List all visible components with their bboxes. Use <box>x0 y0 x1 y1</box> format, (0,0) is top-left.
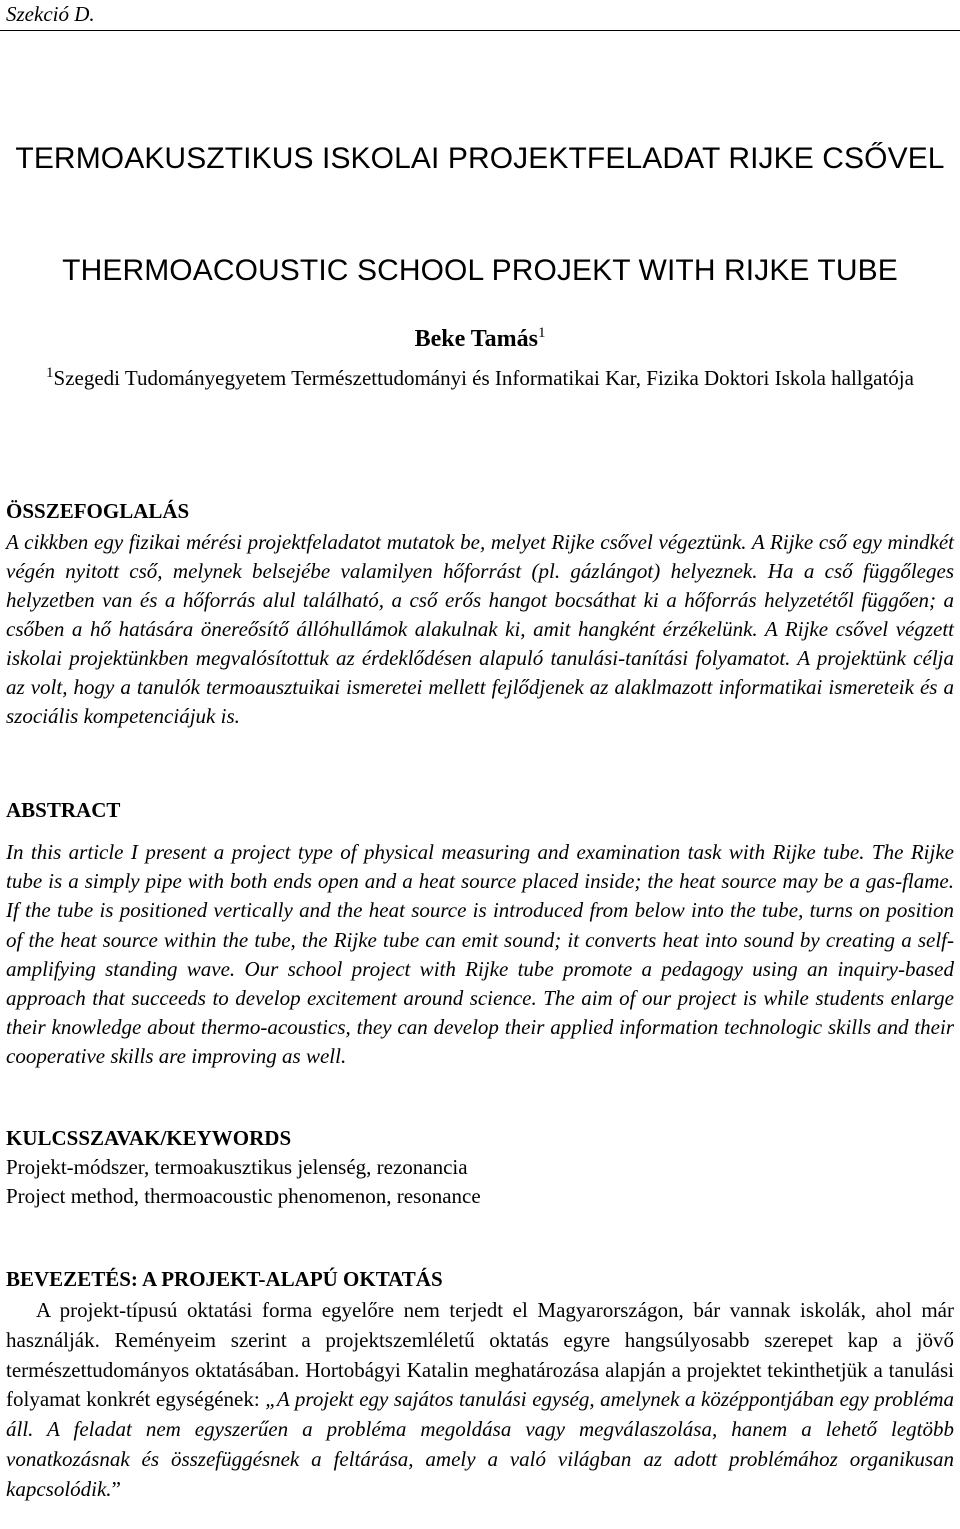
abstract-heading: ABSTRACT <box>6 798 121 822</box>
author-name: Beke Tamás <box>414 326 538 352</box>
affiliation-mark: 1 <box>46 365 54 381</box>
section-label: Szekció D. <box>6 2 95 26</box>
intro-quote-close: ” <box>111 1476 121 1501</box>
author-footnote-mark: 1 <box>537 325 546 341</box>
intro-text <box>6 1296 954 1505</box>
summary-text: A cikkben egy fizikai mérési projektfeladatot mutatok be, melyet Rijke csővel végeztünk. A Rijke cső egy mindkét végén nyitott cső, melynek belsejébe valamilyen hőforrást (pl. gázlángot) helyeznek. Ha a cső függőleges helyzetben van és a hőforrás alul található, a cső erős hangot bocsáthat ki a hőforrás helyzetétől függően; a csőben a hő hatására önereősítő állóhullámok alakulnak ki, amit hangként érzékelünk. A Rijke csővel végzett iskolai projektünkben megvalósítottuk az érdeklődésen alapuló tanulási-tanítási folyamatot. A projektünk célja az volt, hogy a tanulók termoausztuikai ismeretei mellett fejlődjenek az alaklmazott informatikai ismereteik és a szociális kompetenciájuk is. <box>6 530 954 728</box>
intro-quote: „A projekt egy sajátos tanulási egység, amelynek a középpontjában egy probléma áll. A feladat nem egyszerűen a probléma megoldása vagy megválaszolása, hanem a lehető legtöbb vonatkozásnak és összefüggésnek a feltárása, amely a való világban az adott problémához organikusan kapcsolódik. <box>6 1387 954 1501</box>
running-header <box>0 0 960 31</box>
title-english: THERMOACOUSTIC SCHOOL PROJEKT WITH RIJKE TUBE <box>62 254 898 287</box>
title-hungarian: TERMOAKUSZTIKUS ISKOLAI PROJEKTFELADAT RIJKE CSŐVEL <box>15 142 945 175</box>
affiliation-text: Szegedi Tudományegyetem Természettudományi és Informatikai Kar, Fizika Doktori Iskola hallgatója <box>53 366 914 390</box>
keywords-heading: KULCSSZAVAK/KEYWORDS <box>6 1126 292 1150</box>
keywords-english: Project method, thermoacoustic phenomenon, resonance <box>6 1184 481 1208</box>
author-line <box>0 325 960 353</box>
affiliation <box>6 358 954 393</box>
intro-heading: BEVEZETÉS: A PROJEKT-ALAPÚ OKTATÁS <box>6 1267 443 1291</box>
summary-heading: ÖSSZEFOGLALÁS <box>6 499 190 523</box>
abstract-text: In this article I present a project type of physical measuring and examination task with Rijke tube. The Rijke tube is a simply pipe with both ends open and a heat source placed inside; the heat source may be a gas-flame. If the tube is positioned vertically and the heat source is introduced from below into the tube, turns on position of the heat source within the tube, the Rijke tube can emit sound; it converts heat into sound by creating a self-amplifying standing wave. Our school project with Rijke tube promote a pedagogy using an inquiry-based approach that succeeds to develop excitement around science. The aim of our project is while students enlarge their knowledge about thermo-acoustics, they can develop their applied information technologic skills and their cooperative skills are improving as well. <box>6 840 954 1069</box>
intro-body: A projekt-típusú oktatási forma egyelőre nem terjedt el Magyarországon, bár vannak iskolák, ahol már használják. Reményeim szerint a projektszemléletű oktatás egyre hangsúlyosabb szerepet kap a jövő természettudományos oktatásában. Hortobágyi Katalin meghatározása alapján a projektet tekinthetjük a tanulási folyamat konkrét egységének: <box>6 1298 954 1412</box>
keywords-hungarian: Projekt-módszer, termoakusztikus jelenség, rezonancia <box>6 1155 468 1179</box>
